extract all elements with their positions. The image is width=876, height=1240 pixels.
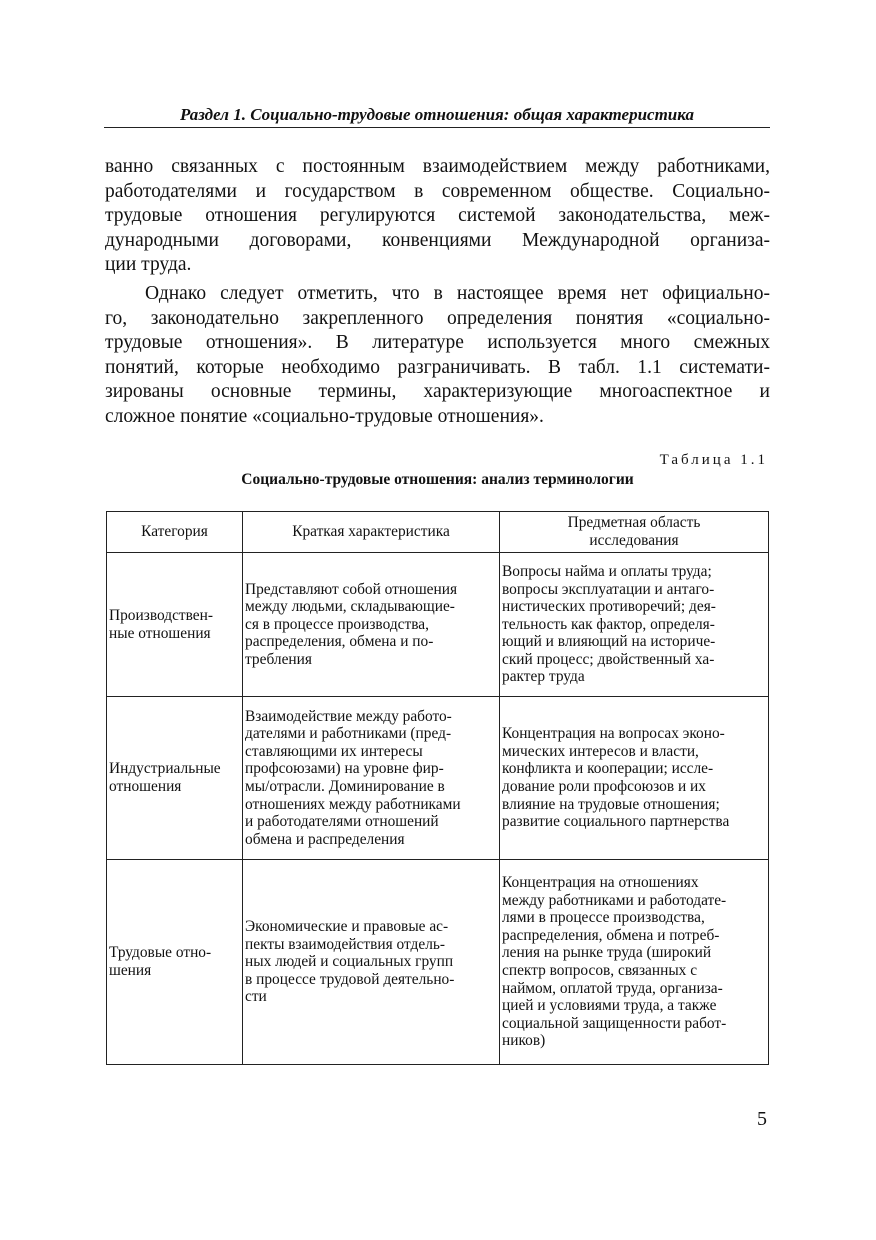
header-cell xyxy=(500,512,769,553)
paragraph-1 xyxy=(105,155,770,278)
page-number: 5 xyxy=(757,1108,767,1130)
table-row xyxy=(107,860,769,1065)
cell-line: влияние на трудовые отношения; xyxy=(502,795,720,813)
cell-line: сти xyxy=(245,988,267,1006)
cell-line: шения xyxy=(109,962,152,979)
terminology-table xyxy=(106,511,769,1065)
cell-line: цией и условиями труда, а также xyxy=(502,997,717,1015)
text-line: трудовые отношения». В литературе используется много смежных xyxy=(105,332,770,354)
cell-line: дателями и работниками (пред- xyxy=(245,725,452,743)
cell-line: отношения xyxy=(109,778,182,795)
subject-cell xyxy=(500,697,769,860)
paragraph-2 xyxy=(105,282,770,430)
running-header: Раздел 1. Социально-трудовые отношения: общая характеристика xyxy=(104,105,770,128)
table-row xyxy=(107,697,769,860)
text-line: дународными договорами, конвенциями Международной организа- xyxy=(105,229,770,251)
cell-line: лями в процессе производства, xyxy=(502,909,705,927)
table-title: Социально-трудовые отношения: анализ терминологии xyxy=(241,471,634,488)
text-line: Однако следует отметить, что в настоящее время нет официально- xyxy=(145,283,770,304)
cell-line: профсоюзами) на уровне фир- xyxy=(245,760,444,778)
cell-line: распределения, обмена и потреб- xyxy=(502,926,720,944)
cell-line: в процессе трудовой деятельно- xyxy=(245,970,455,988)
cell-line: отношениях между работниками xyxy=(245,795,461,813)
cell-line: Категория xyxy=(141,523,208,541)
cell-line: Предметная область xyxy=(567,514,701,532)
text-line: ванно связанных с постоянным взаимодействием между работниками, xyxy=(105,156,770,177)
cell-line: развитие социального партнерства xyxy=(502,813,730,831)
cell-line: тельность как фактор, определя- xyxy=(502,615,715,633)
text-line: работодателями и государством в современном обществе. Социально- xyxy=(105,180,770,202)
cell-line: исследования xyxy=(589,532,679,549)
cell-line: Экономические и правовые ас- xyxy=(245,918,449,936)
cell-line: Трудовые отно- xyxy=(109,944,212,962)
text-line: зированы основные термины, характеризующие многоаспектное и xyxy=(105,381,770,403)
header-cell xyxy=(107,512,243,553)
header-cell xyxy=(243,512,500,553)
cell-line: между людьми, складывающие- xyxy=(245,598,455,616)
table-header-row xyxy=(107,512,769,553)
subject-cell xyxy=(500,553,769,697)
cell-line: Вопросы найма и оплаты труда; xyxy=(502,562,712,580)
cell-line: распределения, обмена и по- xyxy=(245,633,434,651)
text-line: сложное понятие «социально-трудовые отношения». xyxy=(105,405,544,427)
subject-cell xyxy=(500,860,769,1065)
cell-line: Индустриальные xyxy=(109,760,221,778)
cell-line: между работниками и работодате- xyxy=(502,891,727,909)
cell-line: Взаимодействие между работо- xyxy=(245,707,452,725)
cell-line: нистических противоречий; дея- xyxy=(502,598,716,616)
cell-line: пекты взаимодействия отдель- xyxy=(245,935,446,953)
cell-line: ления на рынке труда (широкий xyxy=(502,944,712,962)
cell-line: мы/отрасли. Доминирование в xyxy=(245,778,445,795)
description-cell xyxy=(243,553,500,697)
text-line: понятий, которые необходимо разграничивать. В табл. 1.1 системати- xyxy=(105,356,770,378)
cell-line: требления xyxy=(245,650,312,668)
category-cell xyxy=(107,553,243,697)
cell-line: ющий и влияющий на историче- xyxy=(502,633,716,651)
table-caption: Таблица 1.1 xyxy=(659,452,768,468)
cell-line: конфликта и кооперации; иссле- xyxy=(502,760,714,778)
cell-line: спектр вопросов, связанных с xyxy=(502,962,698,979)
cell-line: мических интересов и власти, xyxy=(502,742,699,760)
table-row xyxy=(107,553,769,697)
cell-line: ные отношения xyxy=(109,624,211,642)
cell-line: наймом, оплатой труда, организа- xyxy=(502,979,723,997)
cell-line: ставляющими их интересы xyxy=(245,742,423,760)
cell-line: рактер труда xyxy=(502,668,585,686)
cell-line: Производствен- xyxy=(109,606,213,624)
category-cell xyxy=(107,697,243,860)
cell-line: ся в процессе производства, xyxy=(245,615,429,633)
cell-line: ников) xyxy=(502,1032,546,1050)
text-line: го, законодательно закрепленного определения понятия «социально- xyxy=(105,307,770,329)
text-line: ции труда. xyxy=(105,254,192,276)
cell-line: социальной защищенности работ- xyxy=(502,1014,727,1032)
cell-line: Краткая характеристика xyxy=(292,523,450,541)
cell-line: Представляют собой отношения xyxy=(245,580,458,598)
description-cell xyxy=(243,860,500,1065)
cell-line: вопросы эксплуатации и антаго- xyxy=(502,580,715,598)
cell-line: и работодателями отношений xyxy=(245,813,439,831)
cell-line: ский процесс; двойственный ха- xyxy=(502,650,715,668)
category-cell xyxy=(107,860,243,1065)
cell-line: обмена и распределения xyxy=(245,830,405,848)
text-line: трудовые отношения регулируются системой законодательства, меж- xyxy=(105,205,770,227)
cell-line: Концентрация на отношениях xyxy=(502,874,699,892)
cell-line: Концентрация на вопросах эконо- xyxy=(502,725,725,743)
description-cell xyxy=(243,697,500,860)
cell-line: дование роли профсоюзов и их xyxy=(502,778,706,795)
cell-line: ных людей и социальных групп xyxy=(245,953,454,971)
